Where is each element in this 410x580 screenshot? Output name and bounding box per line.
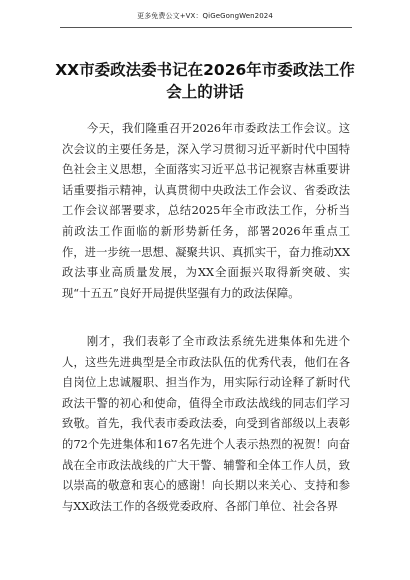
document-title: XX市委政法委书记在2026年市委政法工作会上的讲话: [55, 61, 355, 101]
page-header: 更多免费公文+VX：QiGeGongWen2024: [137, 12, 273, 20]
header-divider: [60, 27, 352, 28]
body-paragraph-2: 刚才，我们表彰了全市政法系统先进集体和先进个人，这些先进典型是全市政法队伍的优秀代表，他们在各自岗位上忠诚履职、担当作为，用实际行动诠释了新时代政法干警的初心和使命，值得全市政法战线的同志们学习致敬。首先，我代表市委政法委，向受到省部级以上表彰的72个先进集体和167名先进个人表示热烈的祝贺！向奋战在全市政法战线的广大干警、辅警和全体工作人员，致以崇高的敬意和衷心的感谢！向长期以来关心、支持和参与XX政法工作的各级党委政府、各部门单位、社会各界: [62, 335, 350, 513]
body-paragraph-1: 今天，我们隆重召开2026年市委政法工作会议。这次会议的主要任务是，深入学习贯彻习近平新时代中国特色社会主义思想，全面落实习近平总书记视察吉林重要讲话重要指示精神，认真贯彻中央政法工作会议、省委政法工作会议部署要求，总结2025年全市政法工作，分析当前政法工作面临的新形势新任务，部署2026年重点工作，进一步统一思想、凝聚共识、真抓实干，奋力推动XX政法事业高质量发展，为XX全面振兴取得新突破、实现“十五五”良好开局提供坚强有力的政法保障。: [62, 122, 350, 300]
